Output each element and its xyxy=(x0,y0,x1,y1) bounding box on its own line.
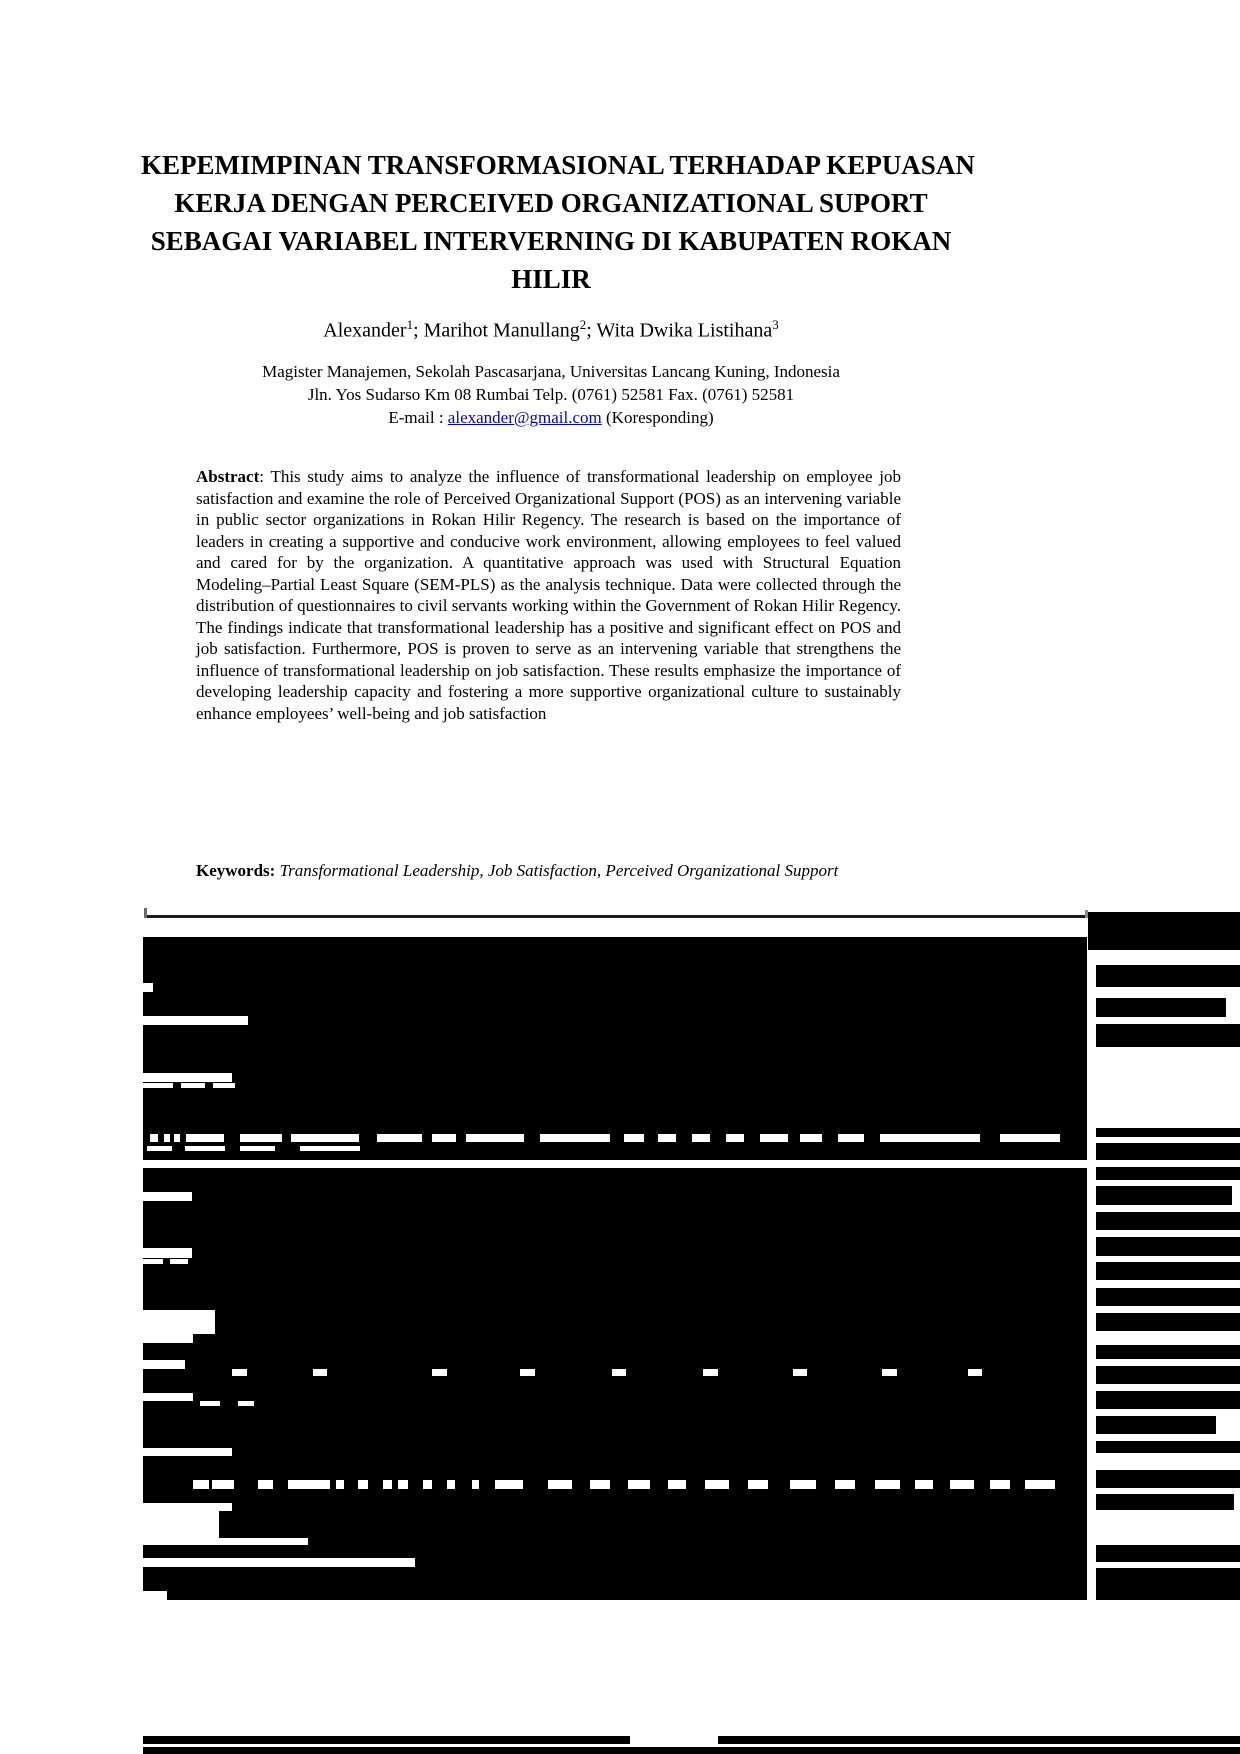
author-separator: ; xyxy=(413,319,424,342)
redaction-gap xyxy=(466,1134,524,1142)
affiliation-line-1: Magister Manajemen, Sekolah Pascasarjana, Universitas Lancang Kuning, Indonesia xyxy=(262,362,840,381)
redaction-gap xyxy=(143,1192,192,1201)
redaction-gap xyxy=(164,1134,170,1142)
redaction-gap xyxy=(170,1259,188,1264)
redaction-bar xyxy=(1096,1024,1240,1047)
redaction-gap xyxy=(150,1134,158,1142)
redaction-gap xyxy=(143,1083,173,1088)
redaction-bar xyxy=(143,1736,630,1744)
redaction-gap xyxy=(258,1480,273,1489)
redaction-gap xyxy=(143,1259,163,1264)
author-superscript: 1 xyxy=(406,317,414,332)
redaction-gap xyxy=(748,1480,768,1489)
redaction-gap xyxy=(174,1134,180,1142)
abstract-label: Abstract xyxy=(196,467,260,486)
redaction-gap xyxy=(950,1480,974,1489)
redaction-gap xyxy=(143,1248,192,1258)
redaction-gap xyxy=(968,1369,982,1376)
redaction-gap xyxy=(1000,1134,1060,1142)
redaction-gap xyxy=(147,1146,172,1151)
redaction-gap xyxy=(628,1480,650,1489)
redaction-gap xyxy=(143,1393,193,1401)
redaction-gap xyxy=(143,983,153,992)
redaction-bar xyxy=(1096,1262,1240,1280)
redaction-bar xyxy=(1096,1345,1240,1359)
redaction-bar xyxy=(1096,1186,1232,1205)
redaction-gap xyxy=(472,1480,479,1489)
redaction-gap xyxy=(624,1134,644,1142)
redaction-gap xyxy=(232,1369,247,1376)
abstract-text: : This study aims to analyze the influence of transformational leadership on employee job satisfaction and examine the role of Perceived Organizational Support (POS) as an intervening variable in public sector organizations in Rokan Hilir Regency. The research is based on the importance of leaders in creating a supportive and conducive work environment, allowing employees to feel valued and cared for by the organization. A quantitative approach was used with Structural Equation Modeling–Partial Least Square (SEM-PLS) as the analysis technique. Data were collected through the distribution of questionnaires to civil servants working within the Government of Rokan Hilir Regency. The findings indicate that transformational leadership has a positive and significant effect on POS and job satisfaction. Furthermore, POS is proven to serve as an intervening variable that strengthens the influence of transformational leadership on job satisfaction. These results emphasize the importance of developing leadership capacity and fostering a more supportive organizational culture to sustainably enhance employees’ well-being and job satisfaction xyxy=(196,467,901,723)
redaction-gap xyxy=(143,1160,1087,1168)
redaction-gap xyxy=(882,1369,897,1376)
redaction-bar xyxy=(1096,998,1226,1017)
redaction-gap xyxy=(358,1480,368,1489)
redaction-gap xyxy=(383,1480,392,1489)
redaction-bar xyxy=(1096,1366,1240,1384)
redaction-gap xyxy=(835,1480,855,1489)
redaction-gap xyxy=(200,1401,220,1406)
redaction-bar xyxy=(718,1736,1240,1744)
redaction-gap xyxy=(143,1558,415,1567)
redaction-gap xyxy=(143,1538,308,1545)
title-line-3: SEBAGAI VARIABEL INTERVERNING DI KABUPATEN ROKAN xyxy=(150,226,952,256)
redaction-bar xyxy=(1096,1288,1240,1306)
redaction-bar xyxy=(1096,1391,1240,1409)
redaction-gap xyxy=(143,1360,185,1369)
redaction-gap xyxy=(1025,1480,1055,1489)
redaction-gap xyxy=(447,1480,455,1489)
redaction-gap xyxy=(548,1480,572,1489)
author-name: Wita Dwika Listihana xyxy=(596,319,773,342)
email-link[interactable]: alexander@gmail.com xyxy=(447,408,602,427)
redaction-gap xyxy=(658,1134,676,1142)
title-line-1: KEPEMIMPINAN TRANSFORMASIONAL TERHADAP KEPUASAN xyxy=(141,150,975,180)
author-name: Marihot Manullang xyxy=(423,319,580,342)
redaction-gap xyxy=(838,1134,864,1142)
redaction-gap xyxy=(238,1401,254,1406)
author-separator: ; xyxy=(586,319,597,342)
redaction-gap xyxy=(915,1480,933,1489)
redaction-gap xyxy=(212,1480,234,1489)
redaction-gap xyxy=(800,1134,822,1142)
redaction-bar xyxy=(1096,1494,1234,1510)
redaction-gap xyxy=(143,1503,232,1511)
author-superscript: 3 xyxy=(772,317,779,332)
redaction-bar xyxy=(1096,1545,1240,1562)
keywords-text: Transformational Leadership, Job Satisfaction, Perceived Organizational Support xyxy=(279,861,839,880)
email-label: E-mail : xyxy=(388,408,448,427)
redaction-gap xyxy=(760,1134,788,1142)
redaction-gap xyxy=(291,1134,359,1142)
redaction-gap xyxy=(300,1146,360,1151)
redaction-gap xyxy=(432,1134,456,1142)
affiliation-line-2: Jln. Yos Sudarso Km 08 Rumbai Telp. (0761) 52581 Fax. (0761) 52581 xyxy=(307,385,795,404)
redaction-gap xyxy=(181,1083,205,1088)
redaction-gap xyxy=(377,1134,422,1142)
redaction-bar xyxy=(1096,1470,1240,1488)
author-name: Alexander xyxy=(323,319,407,342)
redaction-bar xyxy=(1096,1416,1216,1434)
author-superscript: 2 xyxy=(579,317,587,332)
redaction-bar xyxy=(1096,1212,1240,1230)
redaction-bar xyxy=(143,937,1087,1600)
redaction-gap xyxy=(213,1083,235,1088)
redaction-gap xyxy=(143,1334,193,1343)
redaction-bar xyxy=(1096,1167,1240,1180)
redaction-gap xyxy=(990,1480,1010,1489)
redaction-bar xyxy=(1096,1128,1240,1137)
title-line-2: KERJA DENGAN PERCEIVED ORGANIZATIONAL SUPORT xyxy=(174,188,928,218)
redaction-gap xyxy=(540,1134,610,1142)
redaction-gap xyxy=(726,1134,744,1142)
redaction-gap xyxy=(288,1480,330,1489)
redaction-gap xyxy=(143,1310,215,1334)
redaction-bar xyxy=(1096,1237,1240,1256)
redaction-gap xyxy=(875,1480,900,1489)
redaction-bar xyxy=(1096,1441,1240,1453)
redaction-gap xyxy=(240,1146,275,1151)
redaction-gap xyxy=(423,1480,432,1489)
redaction-gap xyxy=(703,1369,718,1376)
redaction-gap xyxy=(692,1134,710,1142)
redaction-bar xyxy=(145,915,1087,918)
redaction-bar xyxy=(144,908,147,918)
redaction-gap xyxy=(336,1480,344,1489)
redaction-gap xyxy=(143,1448,232,1456)
redaction-gap xyxy=(793,1369,807,1376)
redaction-gap xyxy=(143,1016,248,1025)
redaction-gap xyxy=(612,1369,626,1376)
redaction-gap xyxy=(193,1480,209,1489)
redaction-gap xyxy=(143,1591,167,1600)
redaction-gap xyxy=(143,1073,232,1082)
redaction-gap xyxy=(590,1480,610,1489)
redaction-bar xyxy=(1088,912,1240,950)
redaction-gap xyxy=(880,1134,980,1142)
redaction-bar xyxy=(1096,1143,1240,1160)
redaction-bar xyxy=(143,1747,1240,1754)
redaction-gap xyxy=(705,1480,729,1489)
redaction-gap xyxy=(240,1134,282,1142)
redaction-bar xyxy=(1096,1568,1240,1600)
redaction-gap xyxy=(520,1369,535,1376)
redaction-gap xyxy=(668,1480,686,1489)
redaction-bar xyxy=(1096,965,1240,987)
redaction-gap xyxy=(186,1134,224,1142)
title-line-4: HILIR xyxy=(511,264,591,294)
redaction-bar xyxy=(1096,1313,1240,1331)
redaction-gap xyxy=(432,1369,447,1376)
redaction-gap xyxy=(790,1480,816,1489)
redaction-gap xyxy=(398,1480,408,1489)
redaction-gap xyxy=(143,1511,219,1538)
redaction-gap xyxy=(495,1480,523,1489)
redaction-gap xyxy=(185,1146,225,1151)
email-suffix: (Koresponding) xyxy=(601,408,714,427)
keywords-label: Keywords: xyxy=(196,861,276,880)
redaction-gap xyxy=(313,1369,327,1376)
